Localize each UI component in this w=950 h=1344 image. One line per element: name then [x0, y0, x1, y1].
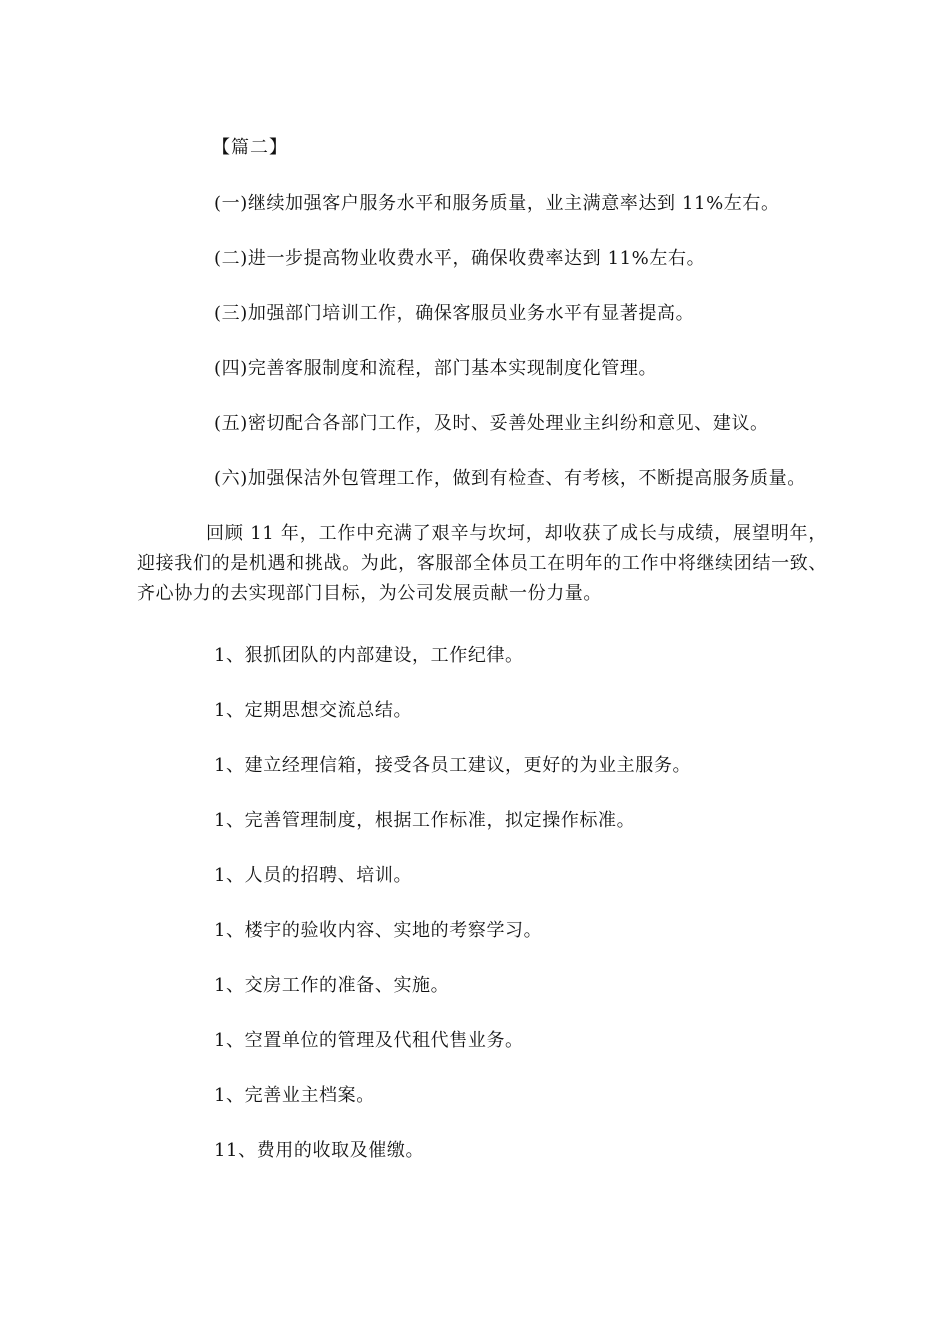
task-item-7: 1、交房工作的准备、实施。: [214, 975, 450, 996]
goal-item-1: (一)继续加强客户服务水平和服务质量，业主满意率达到 11%左右。: [214, 193, 780, 214]
section-title: 【篇二】: [212, 137, 288, 158]
task-item-6: 1、楼宇的验收内容、实地的考察学习。: [214, 920, 543, 941]
goal-item-3: (三)加强部门培训工作，确保客服员业务水平有显著提高。: [214, 303, 695, 324]
goal-item-2: (二)进一步提高物业收费水平，确保收费率达到 11%左右。: [214, 248, 706, 269]
task-item-9: 1、完善业主档案。: [214, 1085, 375, 1106]
goal-item-5: (五)密切配合各部门工作，及时、妥善处理业主纠纷和意见、建议。: [214, 413, 769, 434]
summary-paragraph: 回顾 11 年，工作中充满了艰辛与坎坷，却收获了成长与成绩，展望明年，迎接我们的是机遇和挑战。为此，客服部全体员工在明年的工作中将继续团结一致、齐心协力的去实现部门目标，为公司发展贡献一份力量。: [137, 523, 827, 604]
task-item-8: 1、空置单位的管理及代租代售业务。: [214, 1030, 524, 1051]
task-item-3: 1、建立经理信箱，接受各员工建议，更好的为业主服务。: [214, 755, 692, 776]
task-item-2: 1、定期思想交流总结。: [214, 700, 413, 721]
task-item-1: 1、狠抓团队的内部建设，工作纪律。: [214, 645, 524, 666]
goal-item-4: (四)完善客服制度和流程，部门基本实现制度化管理。: [214, 358, 658, 379]
task-item-5: 1、人员的招聘、培训。: [214, 865, 413, 886]
goal-item-6: (六)加强保洁外包管理工作，做到有检查、有考核，不断提高服务质量。: [214, 468, 806, 489]
task-item-10: 11、费用的收取及催缴。: [214, 1140, 425, 1161]
task-item-4: 1、完善管理制度，根据工作标准，拟定操作标准。: [214, 810, 636, 831]
